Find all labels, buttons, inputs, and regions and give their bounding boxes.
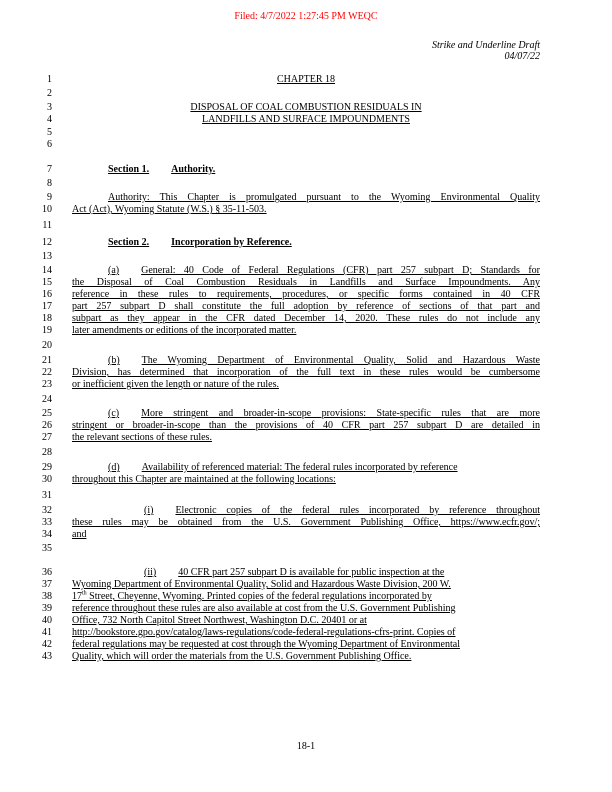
line-number: 25	[42, 408, 52, 419]
section-2-i-line-1: (i) Electronic copies of the federal rules incorporated by reference throughout	[144, 505, 540, 516]
line-number: 30	[42, 474, 52, 485]
line-number: 24	[42, 394, 52, 405]
section-2-a-line-3: reference in these rules to requirements, procedures, or specific forms contained in 40 CFR	[72, 289, 540, 300]
line-number: 41	[42, 627, 52, 638]
line-number: 3	[47, 102, 52, 113]
section-2-ii-line-3: 17th Street, Cheyenne, Wyoming. Printed copies of the federal regulations incorporated by	[72, 590, 432, 602]
line-number: 36	[42, 567, 52, 578]
line-number: 31	[42, 490, 52, 501]
section-2-heading: Section 2. Incorporation by Reference.	[108, 237, 292, 248]
section-1-text-line-2: Act (Act), Wyoming Statute (W.S.) § 35-11-503.	[72, 204, 267, 215]
doc-title-line-2: LANDFILLS AND SURFACE IMPOUNDMENTS	[202, 114, 410, 125]
line-number: 22	[42, 367, 52, 378]
line-number: 16	[42, 289, 52, 300]
line-number: 43	[42, 651, 52, 662]
line-number: 34	[42, 529, 52, 540]
gpo-bookstore-link[interactable]: http://bookstore.gpo.gov/catalog/laws-regulations/code-federal-regulations-cfrs-print. Copies of	[72, 627, 456, 638]
line-number: 10	[42, 204, 52, 215]
line-number: 32	[42, 505, 52, 516]
line-number: 20	[42, 340, 52, 351]
section-2-a-line-5: subpart as they appear in the CFR dated December 14, 2020. These rules do not include any	[72, 313, 540, 324]
line-number: 26	[42, 420, 52, 431]
line-number: 9	[47, 192, 52, 203]
section-2-a-line-4: part 257 subpart D shall constitute the full adoption by reference of sections of that part and	[72, 301, 540, 312]
section-2-ii-line-1: (ii) 40 CFR part 257 subpart D is available for public inspection at the	[144, 567, 445, 578]
section-2-a-line-6: later amendments or editions of the incorporated matter.	[72, 325, 297, 336]
section-2-ii-line-7: federal regulations may be requested at cost through the Wyoming Department of Environmental	[72, 639, 460, 650]
line-number: 29	[42, 462, 52, 473]
line-number: 33	[42, 517, 52, 528]
line-number: 28	[42, 447, 52, 458]
section-2-ii-line-5: Office, 732 North Capitol Street Northwest, Washington D.C. 20401 or at	[72, 615, 367, 626]
filed-stamp: Filed: 4/7/2022 1:27:45 PM WEQC	[234, 11, 378, 22]
draft-label: Strike and Underline Draft	[431, 40, 540, 51]
section-2-d-line-1: (d) Availability of referenced material: The federal rules incorporated by reference	[108, 462, 458, 473]
line-number: 8	[47, 178, 52, 189]
line-number: 21	[42, 355, 52, 366]
section-1-heading: Section 1. Authority.	[108, 164, 216, 175]
section-2-ii-line-6	[72, 627, 540, 639]
section-2-d-line-2: throughout this Chapter are maintained at the following locations:	[72, 474, 336, 485]
line-number: 39	[42, 603, 52, 614]
section-2-b-line-1: (b) The Wyoming Department of Environmental Quality, Solid and Hazardous Waste	[108, 355, 540, 366]
line-number: 27	[42, 432, 52, 443]
line-number: 38	[42, 591, 52, 602]
line-number: 42	[42, 639, 52, 650]
line-number: 23	[42, 379, 52, 390]
section-2-b-line-2: Division, has determined that incorporation of the full text in these rules would be cumbersome	[72, 367, 540, 378]
line-number: 5	[47, 127, 52, 138]
line-number: 6	[47, 139, 52, 150]
draft-date: 04/07/22	[504, 51, 540, 62]
section-2-ii-line-4: reference throughout these rules are also available at cost from the U.S. Government Publishing	[72, 603, 456, 614]
line-number: 2	[47, 88, 52, 99]
section-1-text-line-1: Authority: This Chapter is promulgated pursuant to the Wyoming Environmental Quality	[108, 192, 540, 203]
line-number: 11	[42, 220, 52, 231]
line-number: 13	[42, 251, 52, 262]
line-number: 12	[42, 237, 52, 248]
line-number: 14	[42, 265, 52, 276]
line-number: 18	[42, 313, 52, 324]
section-2-c-line-3: the relevant sections of these rules.	[72, 432, 212, 443]
line-number: 7	[47, 164, 52, 175]
line-number: 1	[47, 74, 52, 85]
section-2-b-line-3: or inefficient given the length or nature of the rules.	[72, 379, 279, 390]
section-2-i-line-2: these rules may be obtained from the U.S. Government Publishing Office, https://www.ecfr.gov/;	[72, 517, 540, 528]
line-number: 19	[42, 325, 52, 336]
section-2-c-line-2: stringent or broader-in-scope than the provisions of 40 CFR part 257 subpart D are detailed in	[72, 420, 540, 431]
section-2-a-line-1: (a) General: 40 Code of Federal Regulations (CFR) part 257 subpart D; Standards for	[108, 265, 540, 276]
line-number: 4	[47, 114, 52, 125]
section-2-ii-line-8: Quality, which will order the materials from the U.S. Government Publishing Office.	[72, 651, 412, 662]
line-number: 15	[42, 277, 52, 288]
line-number: 35	[42, 543, 52, 554]
line-number: 40	[42, 615, 52, 626]
section-2-ii-line-2: Wyoming Department of Environmental Quality, Solid and Hazardous Waste Division, 200 W.	[72, 579, 451, 590]
chapter-title: CHAPTER 18	[276, 74, 336, 85]
line-number: 17	[42, 301, 52, 312]
section-2-i-line-3: and	[72, 529, 87, 540]
section-2-a-line-2: the Disposal of Coal Combustion Residuals in Landfills and Surface Impoundments. Any	[72, 277, 540, 288]
section-2-c-line-1: (c) More stringent and broader-in-scope provisions: State-specific rules that are more	[108, 408, 540, 419]
page-number: 18-1	[296, 741, 316, 752]
line-number: 37	[42, 579, 52, 590]
doc-title-line-1: DISPOSAL OF COAL COMBUSTION RESIDUALS IN	[190, 102, 422, 113]
